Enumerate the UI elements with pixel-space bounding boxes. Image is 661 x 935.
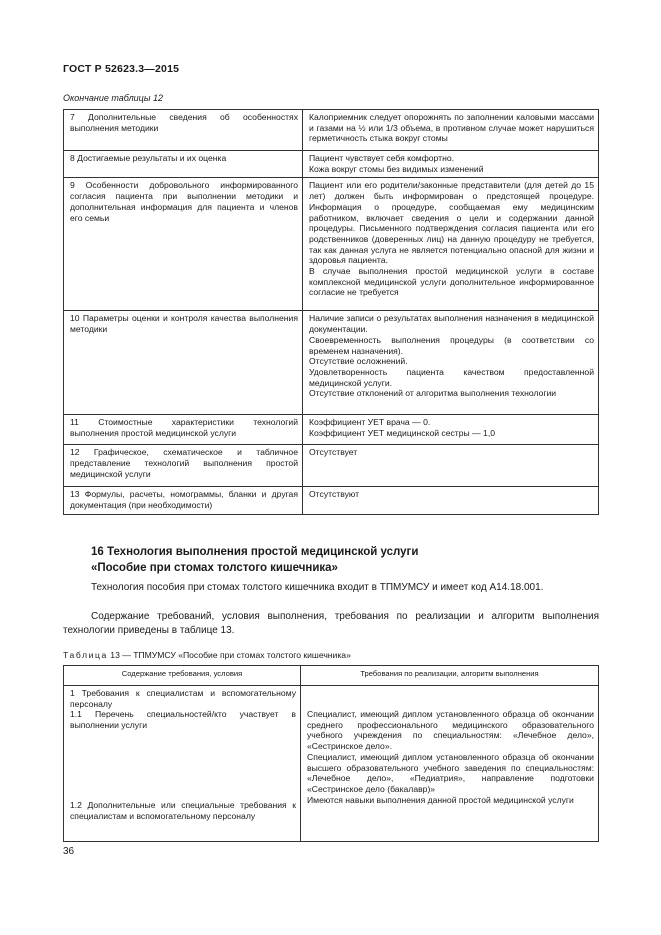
cell-line: Отсутствуют — [309, 489, 360, 500]
cell-line: В случае выполнения простой медицинской услуги в составе комплексной медицинской услуги дополнительное информированное согласие не требуется — [309, 266, 594, 298]
table-row — [64, 445, 599, 487]
table-row — [64, 311, 599, 415]
cell-line: Калоприемник следует опорожнять по заполнении каловыми массами и газами на ½ или 1/3 объема, в противном случае может нарушиться герметичность стыка вокруг стомы — [309, 112, 594, 144]
section-title-line: «Пособие при стомах толстого кишечника» — [91, 562, 338, 574]
implementation-text: Специалист, имеющий диплом установленного образца об окончании среднего профессионального медицинского образовательного учебного учреждения по специальностям: «Лечебное дело», «Сестринское дело». — [307, 709, 594, 752]
table-row — [64, 686, 599, 842]
cell-line: Пациент или его родители/законные представители (для детей до 15 лет) должен быть информирован о предстоящей процедуре. Информация о процедуре, сообщаемая ему медицинским работником, включает сведения о цели и содержании данной процедуры. Письменного подтверждения согласия пациента или его родственников (доверенных лиц) на данную процедуру не требуется, так как данная услуга не является потенциально опасной для жизни и здоровья пациента. — [309, 180, 594, 266]
cell-line: Удовлетворенность пациента качеством предоставленной медицинской услуги. — [309, 366, 594, 388]
row-label: 7 Дополнительные сведения об особенностях выполнения методики — [64, 110, 303, 151]
page-number: 36 — [63, 846, 75, 857]
implementation-text: Специалист, имеющий диплом установленного образца об окончании высшего образовательного учебного заведения по специальностям: «Лечебное дело», «Педиатрия», направление подготовки «Сестринское дело (бакалавр)» — [307, 751, 594, 794]
cell-line: Отсутствует — [309, 447, 358, 458]
row-label: 8 Достигаемые результаты и их оценка — [64, 151, 303, 178]
row-value — [303, 487, 599, 515]
row-value — [303, 178, 599, 311]
row-value — [303, 110, 599, 151]
implementation-cell — [301, 686, 599, 842]
cell-line: Кожа вокруг стомы без видимых изменений — [309, 163, 484, 174]
table-row — [64, 110, 599, 151]
row-value — [303, 151, 599, 178]
table-caption — [63, 650, 351, 660]
spacer — [70, 731, 296, 800]
cell-line: Отсутствие отклонений от алгоритма выполнения технологии — [309, 388, 557, 399]
cell-line: Коэффициент УЕТ медицинской сестры — 1,0 — [309, 428, 495, 439]
row-label: 12 Графическое, схематическое и табличное представление технологий выполнения простой медицинской услуги — [64, 445, 303, 487]
cell-line: Пациент чувствует себя комфортно. — [309, 153, 454, 163]
requirement-item: 1.1 Перечень специальностей/кто участвует в выполнении услуги — [70, 709, 296, 731]
row-label: 13 Формулы, расчеты, номограммы, бланки и другая документация (при необходимости) — [64, 487, 303, 515]
paragraph: Содержание требований, условия выполнения, требования по реализации и алгоритм выполнения технологии приведены в таблице 13. — [63, 611, 599, 636]
row-label: 11 Стоимостные характеристики технологий выполнения простой медицинской услуги — [64, 415, 303, 445]
document-header: ГОСТ Р 52623.3—2015 — [63, 63, 180, 75]
table-continuation-caption: Окончание таблицы 12 — [63, 93, 163, 103]
section-title-line: 16 Технология выполнения простой медицинской услуги — [91, 546, 419, 558]
paragraph: Технология пособия при стомах толстого кишечника входит в ТПМУМСУ и имеет код А14.18.001. — [91, 582, 544, 593]
table-row — [64, 151, 599, 178]
requirement-item: 1.2 Дополнительные или специальные требования к специалистам и вспомогательному персоналу — [70, 799, 296, 821]
table-12 — [63, 109, 599, 515]
table-row — [64, 415, 599, 445]
requirement-item: 1 Требования к специалистам и вспомогательному персоналу — [70, 688, 296, 709]
table-header-row — [64, 666, 599, 686]
row-value — [303, 415, 599, 445]
table-row — [64, 487, 599, 515]
row-label: 10 Параметры оценки и контроля качества выполнения методики — [64, 311, 303, 415]
cell-line: Отсутствие осложнений. — [309, 356, 408, 367]
row-label: 9 Особенности добровольного информированного согласия пациента при выполнении методики и дополнительная информация для пациента и членов его семьи — [64, 178, 303, 311]
cell-line: Коэффициент УЕТ врача — 0. — [309, 417, 431, 428]
cell-line: Своевременность выполнения процедуры (в соответствии со временем назначения). — [309, 334, 594, 356]
requirement-cell — [64, 686, 301, 842]
table-caption-text: 13 — ТПМУМСУ «Пособие при стомах толстого кишечника» — [110, 650, 351, 660]
table-caption-word: Таблица — [63, 650, 108, 660]
spacer — [307, 688, 594, 709]
table-13 — [63, 665, 599, 842]
section-title — [91, 544, 418, 576]
cell-line: Наличие записи о результатах выполнения назначения в медицинской документации. — [309, 313, 594, 335]
row-value — [303, 311, 599, 415]
implementation-text: Имеются навыки выполнения данной простой медицинской услуги — [307, 794, 574, 805]
table-row — [64, 178, 599, 311]
row-value — [303, 445, 599, 487]
column-header: Содержание требования, условия — [64, 666, 301, 686]
column-header: Требования по реализации, алгоритм выполнения — [301, 666, 599, 686]
